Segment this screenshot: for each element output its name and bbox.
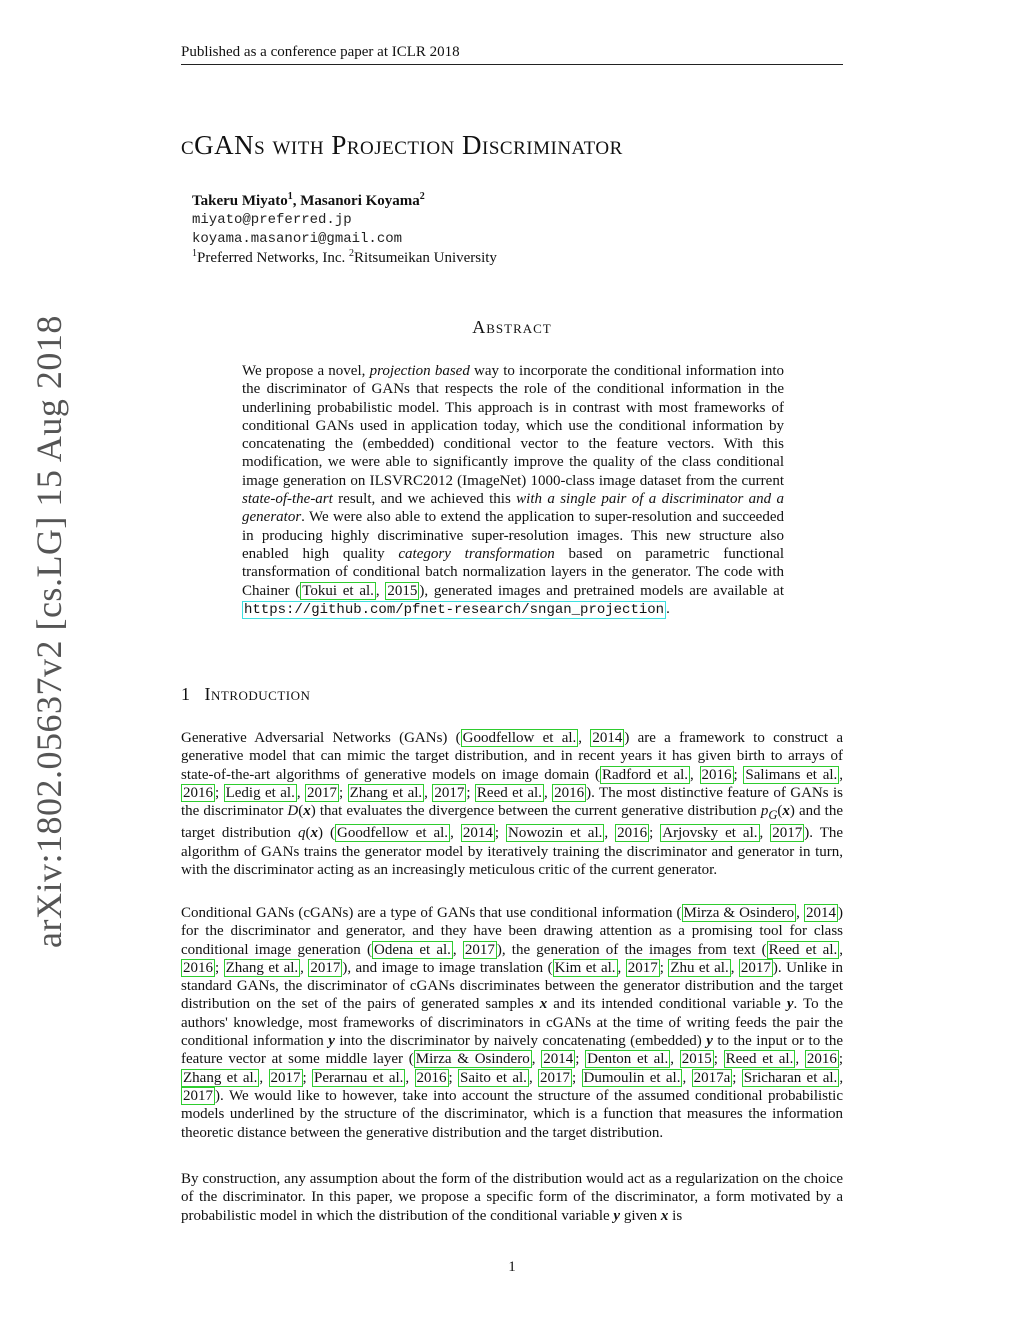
citation-link[interactable]: 2016 (416, 1069, 447, 1086)
running-header: Published as a conference paper at ICLR 2018 (181, 44, 843, 65)
section-number: 1 (181, 684, 191, 704)
citation-link[interactable]: Zhang et al. (183, 1069, 258, 1086)
author-affiliations: $^1$Preferred Networks, Inc. $^2$Ritsumeikan University (192, 248, 497, 266)
citation-link[interactable]: 2017 (307, 784, 337, 801)
citation-link[interactable]: Odena et al. (374, 941, 451, 958)
citation-link[interactable]: 2017 (464, 941, 495, 958)
author-email-2[interactable]: koyama.masanori@gmail.com (192, 231, 403, 247)
citation-link[interactable]: 2014 (462, 825, 493, 842)
citation-link[interactable]: 2017 (772, 825, 803, 842)
citation-link[interactable]: Kim et al. (554, 959, 616, 976)
author-names: Takeru Miyato$^1$, Masanori Koyama$^2$ (192, 191, 425, 209)
citation-link[interactable]: Nowozin et al. (507, 825, 603, 842)
citation-link[interactable]: 2015 (387, 582, 418, 599)
citation-link[interactable]: 2017 (310, 959, 341, 976)
paper-title-text: cGANs with Projection Discriminator (181, 130, 623, 160)
citation-link[interactable]: Arjovsky et al. (662, 825, 758, 842)
citation-link[interactable]: 2016 (554, 784, 585, 801)
citation-link[interactable]: 2015 (681, 1051, 712, 1068)
section-title: Introduction (204, 684, 311, 704)
abstract-body: We propose a novel, projection based way to incorporate the conditional information into the discriminator of GANs that respects the role of the conditional information in the underlining probabilistic model. This approach is in contrast with most frameworks of conditional GANs used in application today, which use the conditional information by concatenating the (embedded) conditional vector to the feature vectors. With this modification, we were able to significantly improve the quality of the class conditional image generation on ILSVRC2012 (ImageNet) 1000-class image dataset from the current state-of-the-art result, and we achieved this with a single pair of a discriminator and a generator. We were also able to extend the application to super-resolution and succeeded in producing highly discriminative super-resolution images. This new structure also enabled high quality category transformation based on parametric functional transformation of conditional batch normalization layers in the generator. The code with Chainer ( Tokui et al. , 2015 ), generated images and pretrained models are available at https://github.com/pfnet-research/sngan_projection . (242, 363, 785, 618)
citation-link[interactable]: 2017 (183, 1087, 213, 1104)
citation-link[interactable]: Zhu et al. (670, 959, 729, 976)
arxiv-side-label: arXiv:1802.05637v2 [cs.LG] 15 Aug 2018 (29, 315, 69, 948)
citation-link[interactable]: 2017 (740, 959, 771, 976)
citation-link[interactable]: 2017a (693, 1069, 731, 1086)
citation-link[interactable]: Mirza & Osindero (683, 905, 795, 921)
citation-link[interactable]: Perarnau et al. (314, 1069, 404, 1086)
citation-link[interactable]: 2016 (806, 1051, 837, 1068)
author-block (192, 192, 497, 268)
citation-link[interactable]: 2017 (434, 784, 465, 801)
intro-paragraph-2: Conditional GANs (cGANs) are a type of GANs that use conditional information ( Mirza & Osindero , 2014 ) for the discriminator and generator, and they have been drawing attention as a promising tool for class conditional image generation ( Odena et al. , 2017 ), the generation of the images from text ( Reed et al. , 2016 ; Zhang et al. , 2017 ), and image to image translation ( Kim et al. , 2017 ; Zhu et al. , 2017 ). Unlike in standard GANs, the discriminator of cGANs discriminates between the generator distribution and the target distribution on the set of the pairs of generated samples x and its intended conditional variable y. To the authors' knowledge, most frameworks of discriminators in cGANs at the time of writing feeds the pair the conditional information y into the discriminator by naively concatenating (embedded) y to the input or to the feature vector at some middle layer ( Mirza & Osindero , 2014 ; Denton et al. , 2015 ; Reed et al. , 2016 ; Zhang et al. , 2017 ; Perarnau et al. , 2016 ; Saito et al. , 2017 ; Dumoulin et al. , 2017a ; Sricharan et al. , 2017 ). We would like to however, take into account the structure of the assumed conditional probabilistic models underlined by the structure of the discriminator, which is a function that measures the information theoretic distance between the generative distribution and the target distribution. (181, 905, 844, 1141)
page-number: 1 (508, 1259, 516, 1275)
citation-link[interactable]: 2016 (183, 784, 213, 801)
citation-link[interactable]: Mirza & Osindero (415, 1051, 530, 1068)
citation-link[interactable]: Sricharan et al. (743, 1069, 838, 1086)
citation-link[interactable]: 2016 (183, 959, 213, 976)
abstract-heading: Abstract (472, 317, 552, 337)
citation-link[interactable]: 2017 (270, 1069, 301, 1086)
citation-link[interactable]: Salimans et al. (745, 766, 838, 783)
citation-link[interactable]: 2016 (701, 766, 732, 783)
citation-link[interactable]: Goodfellow et al. (337, 825, 449, 842)
citation-link[interactable]: Reed et al. (476, 784, 542, 801)
citation-link[interactable]: 2014 (592, 730, 623, 746)
author-email-1[interactable]: miyato@preferred.jp (192, 212, 352, 228)
citation-link[interactable]: 2014 (806, 905, 837, 921)
citation-link[interactable]: Reed et al. (725, 1051, 794, 1068)
section-heading (181, 684, 310, 705)
intro-paragraph-1: Generative Adversarial Networks (GANs) ( Goodfellow et al. , 2014 ) are a framework to construct a generative model that can mimic the target distribution, and in recent years it has given birth to arrays of state-of-the-art algorithms of generative models on image domain ( Radford et al. , 2016 ; Salimans et al. , 2016 ; Ledig et al. , 2017 ; Zhang et al. , 2017 ; Reed et al. , 2016 ). The most distinctive feature of GANs is the discriminator D(x) that evaluates the divergence between the current generative distribution $p_G(x)$ and the target distribution q(x) ( Goodfellow et al. , 2014 ; Nowozin et al. , 2016 ; Arjovsky et al. , 2017 ). The algorithm of GANs trains the generator model by iteratively training the discriminator and generator in turn, with the discriminator acting as an increasingly meticulous critic of the current generator. (181, 730, 844, 879)
code-url-link[interactable]: https://github.com/pfnet-research/sngan_projection (244, 601, 665, 618)
citation-link[interactable]: Dumoulin et al. (583, 1069, 681, 1086)
citation-link[interactable]: 2014 (543, 1051, 574, 1068)
citation-link[interactable]: 2017 (540, 1069, 571, 1086)
citation-link[interactable]: Ledig et al. (225, 784, 295, 801)
citation-link[interactable]: 2016 (617, 825, 648, 842)
citation-link[interactable]: Denton et al. (587, 1051, 669, 1068)
paper-title (181, 130, 623, 161)
citation-link[interactable]: Zhang et al. (349, 784, 423, 801)
citation-link[interactable]: 2017 (627, 959, 658, 976)
citation-link[interactable]: Tokui et al. (302, 582, 374, 599)
citation-link[interactable]: Reed et al. (768, 941, 838, 958)
citation-link[interactable]: Radford et al. (602, 766, 689, 783)
citation-link[interactable]: Saito et al. (460, 1069, 527, 1086)
citation-link[interactable]: Goodfellow et al. (462, 730, 577, 746)
intro-paragraph-3: By construction, any assumption about the form of the distribution would act as a regularization on the choice of the discriminator. In this paper, we propose a specific form of the discriminator, a form motivated by a probabilistic model in which the distribution of the conditional variable y given x is (181, 1171, 843, 1224)
citation-link[interactable]: Zhang et al. (225, 959, 299, 976)
